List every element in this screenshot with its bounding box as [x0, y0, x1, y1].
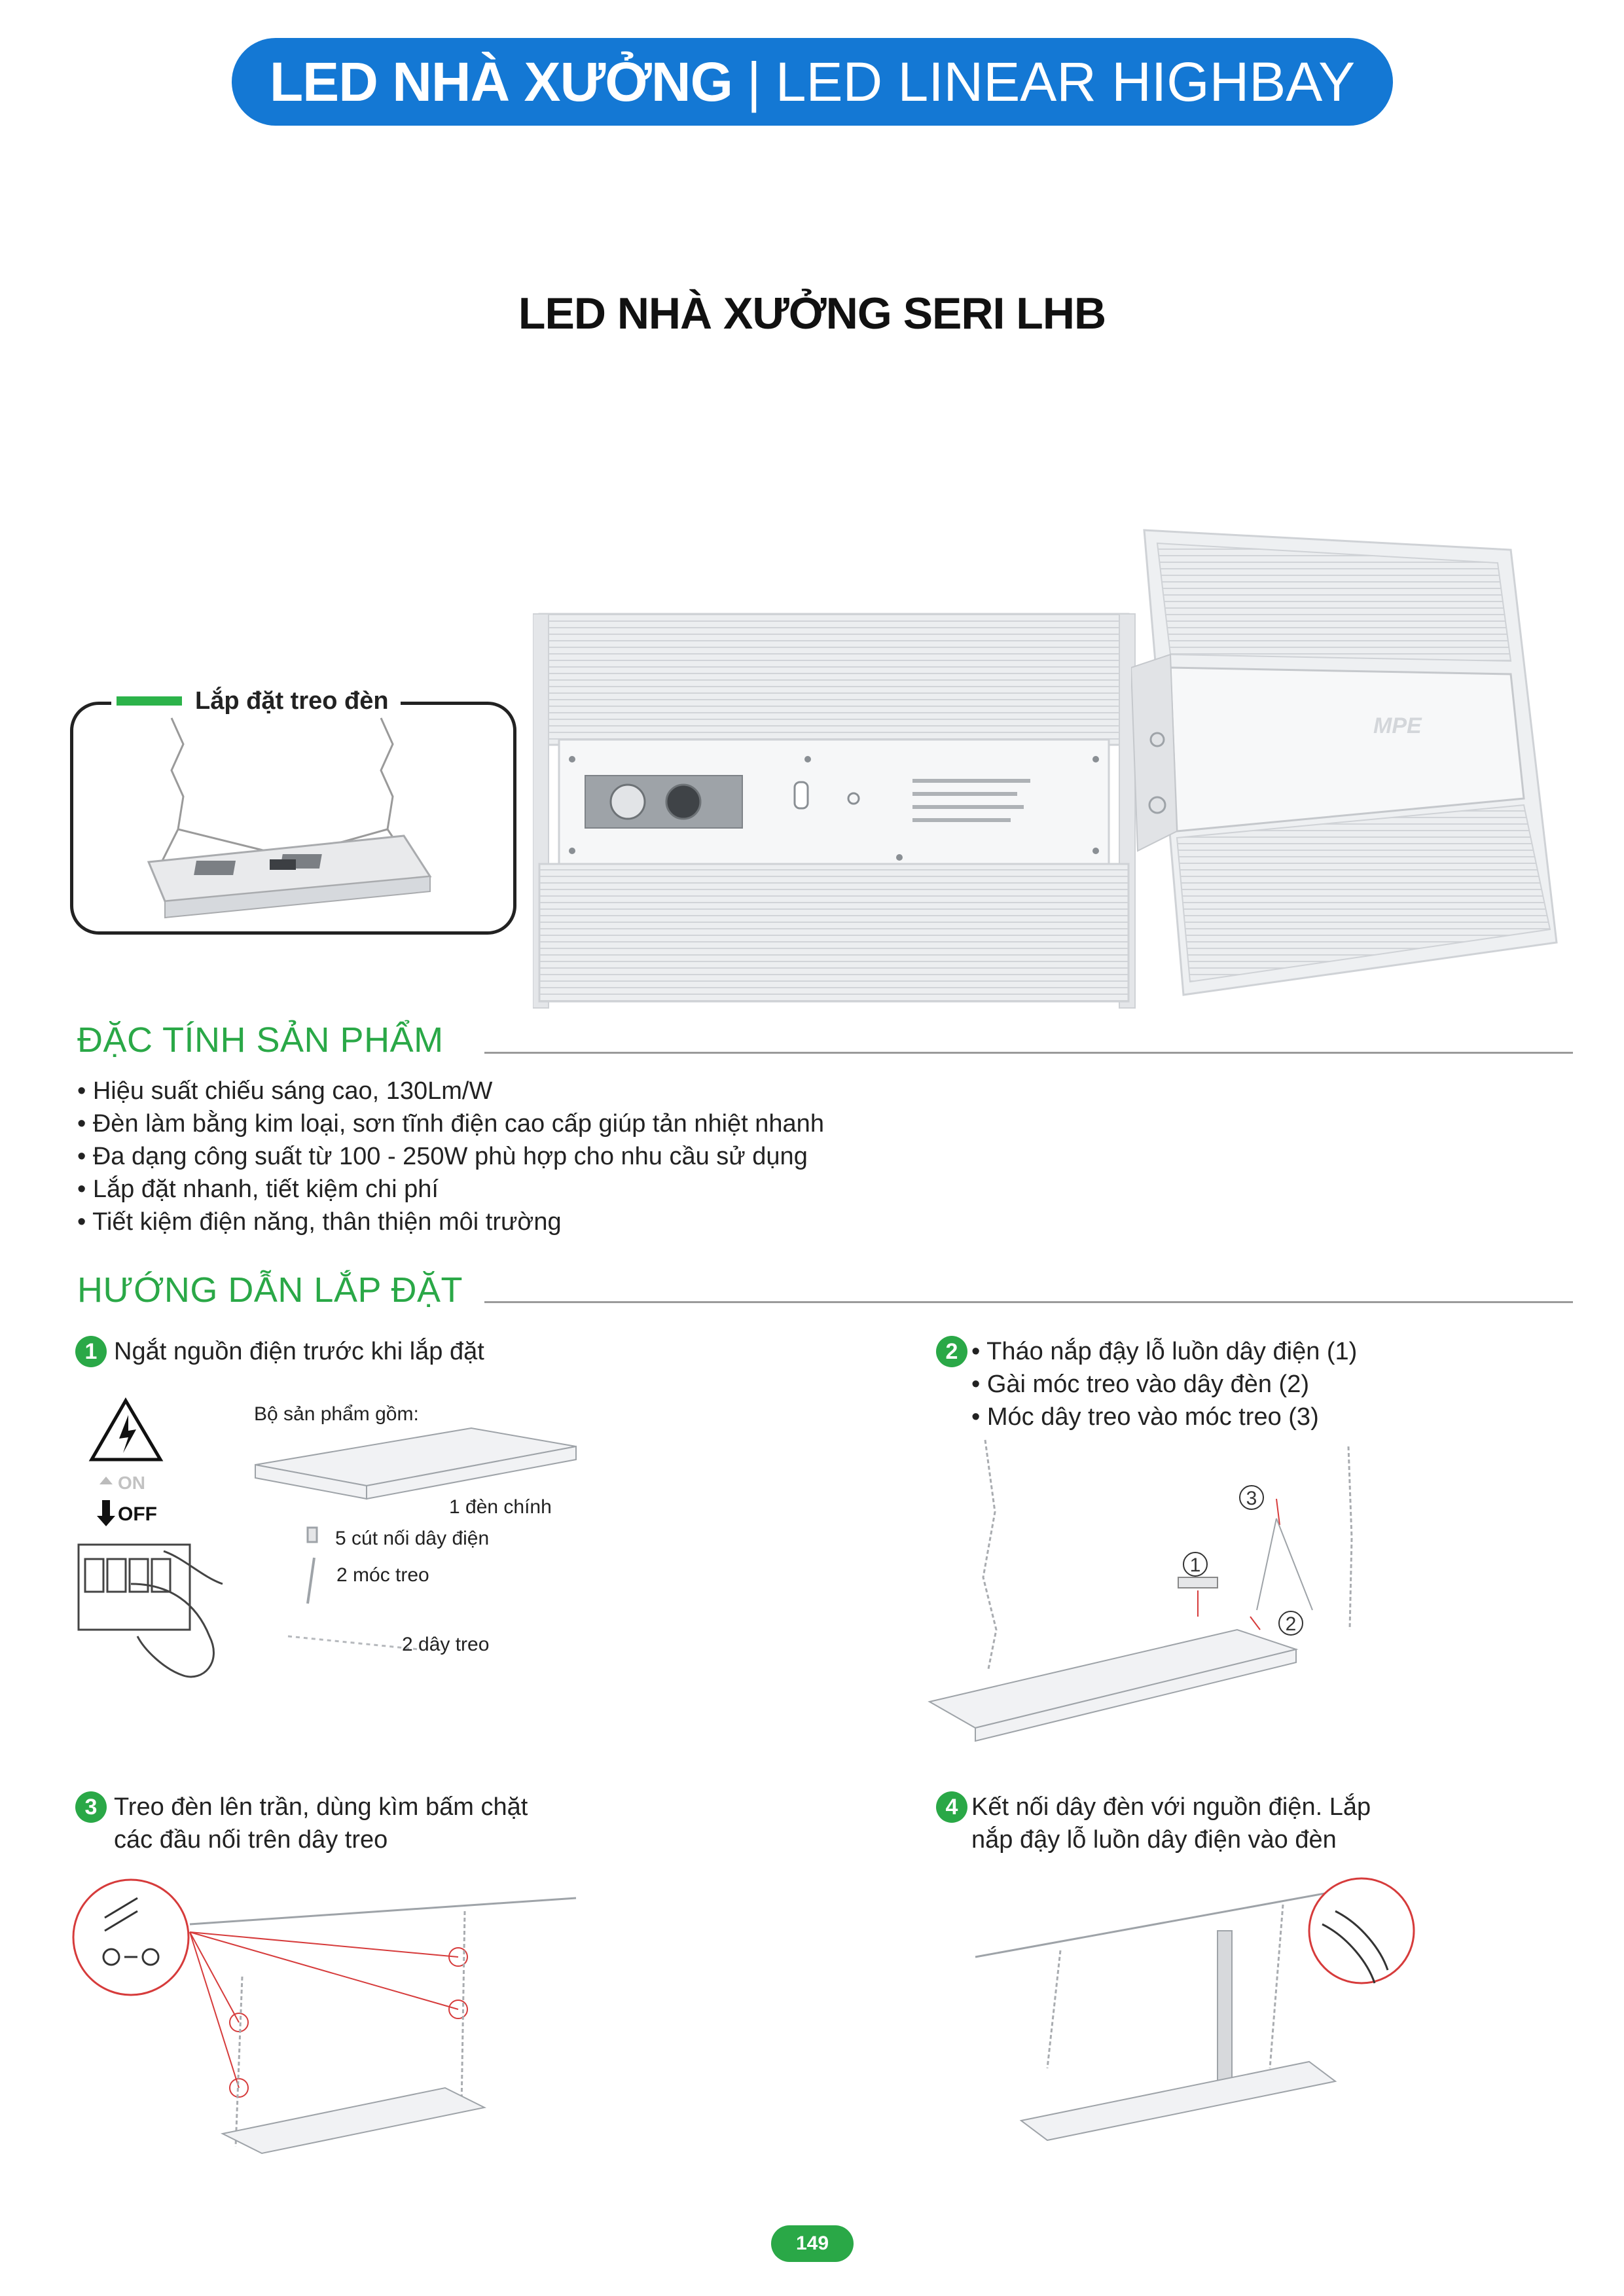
install-label-wrap [111, 685, 401, 717]
feature-item: • Tiết kiệm điện năng, thân thiện môi trường [77, 1208, 562, 1236]
callout-3: 3 [1246, 1488, 1257, 1509]
step-4-text [971, 1791, 1371, 1856]
step-1-illustration [65, 1388, 602, 1715]
features-heading: ĐẶC TÍNH SẢN PHẨM [77, 1020, 444, 1060]
zoom-circle [73, 1880, 189, 1995]
feature-item: • Đèn làm bằng kim loại, sơn tĩnh điện cao cấp giúp tản nhiệt nhanh [77, 1110, 824, 1138]
step-2-illustration [923, 1433, 1584, 1761]
step-4-number: 4 [936, 1791, 967, 1823]
product-photo-front [533, 602, 1143, 1014]
step-1-text [114, 1335, 484, 1368]
brand-mark-text: MPE [1373, 713, 1422, 738]
hanging-lamp-illustration [73, 705, 513, 931]
step-3-illustration [65, 1872, 589, 2160]
switch-on-label: ON [118, 1473, 145, 1493]
electric-warning-icon [92, 1401, 160, 1460]
wire-icon [288, 1636, 419, 1649]
header-title-bold: LED NHÀ XƯỞNG [269, 50, 732, 113]
step-4-illustration [969, 1872, 1427, 2147]
step-3-text [114, 1791, 528, 1856]
feature-item: • Đa dạng công suất từ 100 - 250W phù hợp cho nhu cầu sử dụng [77, 1143, 808, 1170]
features-divider [484, 1052, 1573, 1054]
kit-title: Bộ sản phẩm gồm: [254, 1403, 419, 1425]
step-3-number: 3 [75, 1791, 107, 1823]
green-accent-bar [117, 696, 182, 706]
kit-item-hooks: 2 móc treo [336, 1564, 429, 1586]
header-separator: | [746, 50, 761, 113]
install-label: Lắp đặt treo đèn [195, 687, 389, 715]
step-4-line: Kết nối dây đèn với nguồn điện. Lắp [971, 1793, 1371, 1821]
feature-item: • Lắp đặt nhanh, tiết kiệm chi phí [77, 1175, 439, 1203]
step-4-line: nắp đậy lỗ luồn dây điện vào đèn [971, 1826, 1337, 1854]
callout-2: 2 [1285, 1613, 1297, 1635]
page-number: 149 [771, 2225, 854, 2262]
step-2-line: • Móc dây treo vào móc treo (3) [971, 1403, 1319, 1431]
kit-item-wires: 2 dây treo [402, 1634, 490, 1655]
page-title: LED NHÀ XƯỞNG SERI LHB [518, 289, 1106, 338]
arrow-down-icon [97, 1516, 115, 1526]
header-banner [232, 38, 1393, 126]
step-2-line: • Gài móc treo vào dây đèn (2) [971, 1371, 1309, 1398]
hook-icon [308, 1558, 314, 1604]
breaker-panel-icon [79, 1545, 223, 1677]
step-2-line: • Tháo nắp đậy lỗ luồn dây điện (1) [971, 1338, 1358, 1365]
step-1-number: 1 [75, 1336, 107, 1367]
header-title-light: LED LINEAR HIGHBAY [775, 50, 1356, 113]
connector-icon [308, 1528, 317, 1542]
step-2-text [971, 1335, 1357, 1433]
feature-item: • Hiệu suất chiếu sáng cao, 130Lm/W [77, 1077, 493, 1105]
step-2-number: 2 [936, 1336, 967, 1367]
step-3-line: các đầu nối trên dây treo [114, 1826, 388, 1854]
callout-1: 1 [1189, 1554, 1201, 1576]
step-3-line: Treo đèn lên trần, dùng kìm bấm chặt [114, 1793, 528, 1821]
installation-divider [484, 1301, 1573, 1303]
features-list [77, 1075, 824, 1238]
kit-lamp-drawing [255, 1428, 576, 1499]
kit-item-lamp: 1 đèn chính [449, 1496, 552, 1518]
kit-item-connectors: 5 cút nối dây điện [335, 1528, 490, 1549]
switch-off-label: OFF [118, 1503, 157, 1525]
install-illustration-frame [70, 702, 516, 935]
installation-heading: HƯỚNG DẪN LẮP ĐẶT [77, 1270, 463, 1310]
step-1-line: Ngắt nguồn điện trước khi lắp đặt [114, 1338, 484, 1365]
product-photo-angled [1131, 524, 1571, 1008]
